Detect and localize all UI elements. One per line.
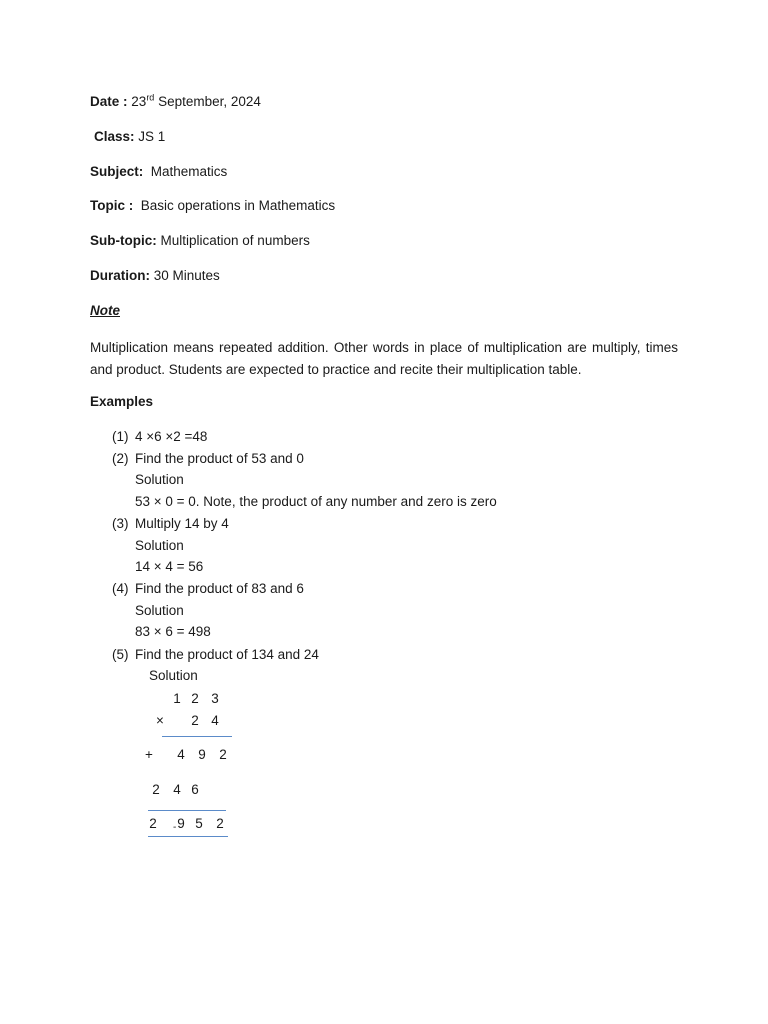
class-line [94,128,165,146]
digit: 1 [173,691,181,706]
example-2-solution-label: Solution [135,472,184,487]
duration-line [90,267,220,285]
underline-rule [162,736,232,737]
underline-rule [148,836,228,837]
topic-line [90,197,335,215]
subtopic-label: Sub-topic: [90,233,157,248]
topic-value: Basic operations in Mathematics [140,198,336,213]
example-4-answer: 83 × 6 = 498 [135,624,211,639]
digit: 5 [195,816,203,831]
digit: 4 [177,747,185,762]
example-3-marker: (3) [112,516,129,531]
duration-value: 30 Minutes [153,268,220,283]
example-3-text: Multiply 14 by 4 [135,516,229,531]
digit: 3 [211,691,219,706]
subject-line [90,163,227,181]
date-suffix: rd [146,92,155,103]
example-3-solution-label: Solution [135,538,184,553]
tick-mark: - [173,822,177,833]
example-4-marker: (4) [112,581,129,596]
example-5-marker: (5) [112,647,129,662]
digit: 4 [173,782,181,797]
times-sign: × [156,713,164,728]
example-2-answer: 53 × 0 = 0. Note, the product of any number and zero is zero [135,494,497,509]
date-line [90,93,261,111]
digit: 2 [191,713,199,728]
digit: 2 [152,782,160,797]
digit: 4 [211,713,219,728]
duration-label: Duration: [90,268,150,283]
class-value: JS 1 [138,129,166,144]
digit: 2 [191,691,199,706]
digit: 2 [149,816,157,831]
example-5-text: Find the product of 134 and 24 [135,647,319,662]
example-4-text: Find the product of 83 and 6 [135,581,304,596]
note-heading: Note [90,303,120,318]
example-4-solution-label: Solution [135,603,184,618]
subtopic-value: Multiplication of numbers [160,233,310,248]
underline-rule [148,810,226,811]
subtopic-line [90,232,310,250]
date-day: 23 [131,94,147,109]
digit: 6 [191,782,199,797]
example-1-text: 4 ×6 ×2 =48 [135,429,208,444]
example-3-answer: 14 × 4 = 56 [135,559,204,574]
example-2-text: Find the product of 53 and 0 [135,451,304,466]
examples-heading: Examples [90,394,154,409]
digit: 2 [216,816,224,831]
date-label: Date : [90,94,128,109]
date-rest: September, 2024 [158,94,261,109]
note-paragraph: Multiplication means repeated addition. Other words in place of multiplication are multiply, times and product. Students are expected to practice and recite their multiplication table. [90,340,678,377]
example-1-marker: (1) [112,429,129,444]
digit: 9 [177,816,185,831]
example-5-solution-label: Solution [149,668,198,683]
digit: 9 [198,747,206,762]
subject-value: Mathematics [150,164,228,179]
subject-label: Subject: [90,164,144,179]
class-label: Class: [94,129,135,144]
topic-label: Topic : [90,198,134,213]
plus-sign: + [145,747,153,762]
digit: 2 [219,747,227,762]
example-2-marker: (2) [112,451,129,466]
